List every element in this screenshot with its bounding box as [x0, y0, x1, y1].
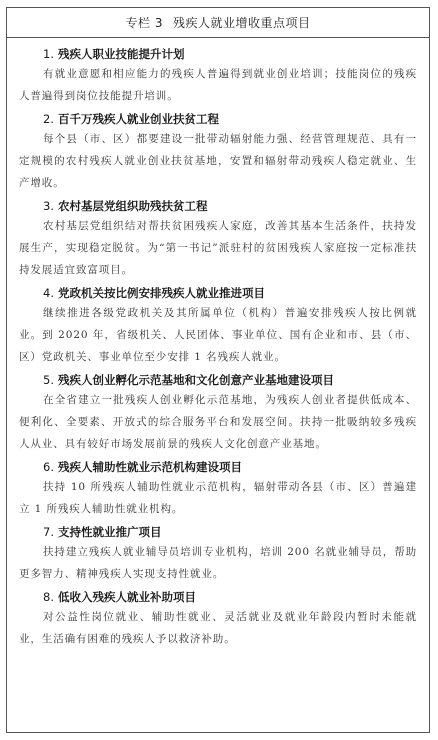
item-title: [43, 371, 417, 389]
item-number: 5.: [43, 373, 54, 387]
item-list: [7, 38, 429, 650]
item-title-text: 百千万残疾人就业创业扶贫工程: [57, 112, 219, 126]
list-item: [19, 45, 417, 107]
column-label: 专栏 3: [125, 16, 163, 30]
box-title-bar: [7, 8, 429, 38]
list-item: [19, 458, 417, 520]
list-item: [19, 284, 417, 368]
list-item: [19, 371, 417, 455]
item-body: 对公益性岗位就业、辅助性就业、灵活就业及就业年龄段内暂时未能就业，生活确有困难的残疾人予以救济补助。: [19, 611, 417, 645]
item-title: [43, 197, 417, 215]
item-body: 每个县（市、区）都要建设一批带动辐射能力强、经营管理规范、具有一定规模的农村残疾人就业创业扶贫基地，安置和辐射带动残疾人稳定就业、生产增收。: [19, 133, 417, 189]
item-title: [43, 110, 417, 128]
item-body: 农村基层党组织结对帮扶贫困残疾人家庭，改善其基本生活条件，扶持发展生产，实现稳定脱贫。为“第一书记”派驻村的贫困残疾人家庭按一定标准扶持发展适宜致富项目。: [19, 220, 417, 276]
item-number: 2.: [43, 112, 54, 126]
item-title: [43, 45, 417, 63]
item-number: 7.: [43, 525, 54, 539]
list-item: [19, 588, 417, 650]
item-body: 扶持 10 所残疾人辅助性就业示范机构，辐射带动各县（市、区）普遍建立 1 所残疾人辅助性就业机构。: [19, 481, 417, 515]
item-number: 8.: [43, 590, 54, 604]
item-title-text: 党政机关按比例安排残疾人就业推进项目: [57, 286, 265, 300]
item-number: 3.: [43, 199, 54, 213]
item-body: 继续推进各级党政机关及其所属单位（机构）普遍安排残疾人按比例就业。到 2020 年，省级机关、人民团体、事业单位、国有企业和市、县（市、区）党政机关、事业单位至少安排 1 名残疾人就业。: [19, 307, 417, 363]
list-item: [19, 523, 417, 585]
column-title: 残疾人就业增收重点项目: [172, 16, 311, 30]
item-body: 在全省建立一批残疾人创业孵化示范基地，为残疾人创业者提供低成本、便利化、全要素、开放式的综合服务平台和发展空间。扶持一批吸纳较多残疾人从业、具有较好市场发展前景的残疾人文化创意产业基地。: [19, 394, 417, 450]
item-title-text: 残疾人辅助性就业示范机构建设项目: [57, 460, 242, 474]
item-body: 有就业意愿和相应能力的残疾人普遍得到就业创业培训；技能岗位的残疾人普遍得到岗位技能提升培训。: [19, 68, 417, 102]
item-title: [43, 458, 417, 476]
item-number: 1.: [43, 47, 54, 61]
item-title-text: 残疾人职业技能提升计划: [57, 47, 185, 61]
list-item: [19, 197, 417, 281]
item-title-text: 残疾人创业孵化示范基地和文化创意产业基地建设项目: [57, 373, 334, 387]
item-title-text: 农村基层党组织助残扶贫工程: [57, 199, 208, 213]
item-title: [43, 588, 417, 606]
item-body: 扶持建立残疾人就业辅导员培训专业机构，培训 200 名就业辅导员，帮助更多智力、精神残疾人实现支持性就业。: [19, 546, 417, 580]
item-number: 6.: [43, 460, 54, 474]
feature-box: [6, 7, 430, 733]
item-number: 4.: [43, 286, 54, 300]
list-item: [19, 110, 417, 194]
item-title-text: 低收入残疾人就业补助项目: [57, 590, 196, 604]
item-title-text: 支持性就业推广项目: [57, 525, 162, 539]
item-title: [43, 523, 417, 541]
item-title: [43, 284, 417, 302]
